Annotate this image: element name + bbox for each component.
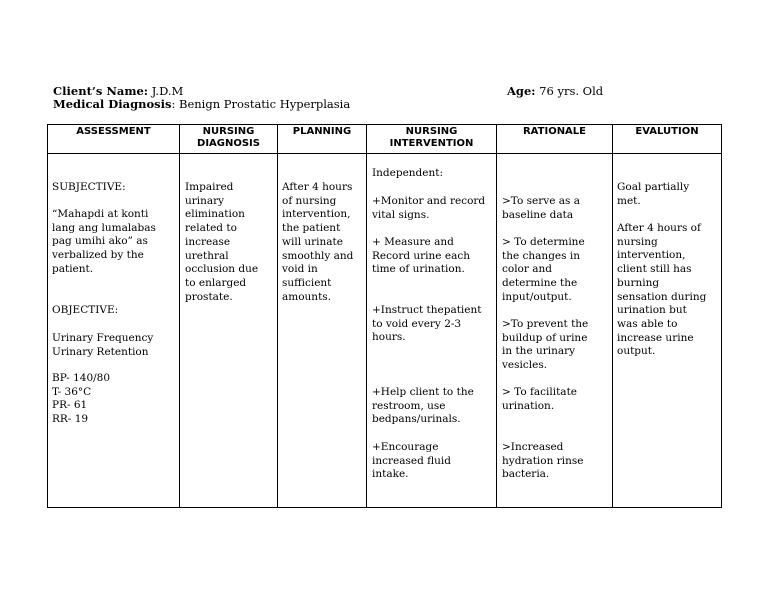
client-name-label: Client’s Name: — [53, 84, 149, 98]
planning-text: After 4 hours of nursing intervention, the patient will urinate smoothly and void in sufficient amounts. — [282, 181, 354, 303]
rationale-cell — [497, 154, 613, 508]
intervention-item: +Monitor and record vital signs. — [372, 195, 486, 221]
vital-signs: BP- 140/80 T- 36°C PR- 61 RR- 19 — [52, 372, 111, 426]
objective-label: OBJECTIVE: — [52, 304, 119, 316]
age-line — [507, 84, 603, 98]
subjective-label: SUBJECTIVE: — [52, 181, 126, 193]
table-header-row — [48, 125, 722, 154]
intervention-heading: Independent: — [372, 167, 443, 179]
column-header-rationale: RATIONALE — [497, 125, 613, 154]
rationale-item: >To prevent the buildup of urine in the urinary vesicles. — [502, 318, 589, 372]
column-header-assessment: ASSESSMENT — [48, 125, 180, 154]
evaluation-details: After 4 hours of nursing intervention, client still has burning sensation during urination but was able to increase urine output. — [617, 222, 707, 358]
column-header-nursing-intervention: NURSING INTERVENTION — [367, 125, 497, 154]
intervention-item: +Instruct thepatient to void every 2-3 hours. — [372, 304, 482, 344]
medical-diagnosis-value: : Benign Prostatic Hyperplasia — [171, 97, 351, 111]
client-name-line — [53, 84, 183, 98]
rationale-item: > To facilitate urination. — [502, 386, 577, 412]
rationale-item: > To determine the changes in color and determine the input/output. — [502, 236, 585, 303]
nursing-diagnosis-cell — [180, 154, 278, 508]
medical-diagnosis-line — [53, 97, 350, 111]
nursing-diagnosis-text: Impaired urinary elimination related to increase urethral occlusion due to enlarged prostate. — [185, 181, 259, 303]
evaluation-cell — [613, 154, 722, 508]
column-header-nursing-diagnosis: NURSING DIAGNOSIS — [180, 125, 278, 154]
planning-cell — [278, 154, 367, 508]
intervention-item: +Encourage increased fluid intake. — [372, 441, 452, 481]
column-header-evaluation: EVALUTION — [613, 125, 722, 154]
nursing-care-plan-table — [47, 124, 722, 508]
medical-diagnosis-label: Medical Diagnosis — [53, 97, 172, 111]
subjective-quote: “Mahapdi at konti lang ang lumalabas pag umihi ako” as verbalized by the patient. — [52, 208, 156, 275]
table-body-row — [48, 154, 722, 508]
age-label: Age: — [507, 84, 536, 98]
evaluation-status: Goal partially met. — [617, 181, 690, 207]
assessment-cell — [48, 154, 180, 508]
column-header-planning: PLANNING — [278, 125, 367, 154]
intervention-item: + Measure and Record urine each time of urination. — [372, 236, 470, 276]
objective-findings: Urinary Frequency Urinary Retention — [52, 332, 154, 358]
age-value: 76 yrs. Old — [535, 84, 604, 98]
intervention-item: +Help client to the restroom, use bedpans/urinals. — [372, 386, 474, 426]
nursing-intervention-cell — [367, 154, 497, 508]
rationale-item: >Increased hydration rinse bacteria. — [502, 441, 584, 481]
client-name-value: J.D.M — [148, 84, 184, 98]
rationale-item: >To serve as a baseline data — [502, 195, 580, 221]
